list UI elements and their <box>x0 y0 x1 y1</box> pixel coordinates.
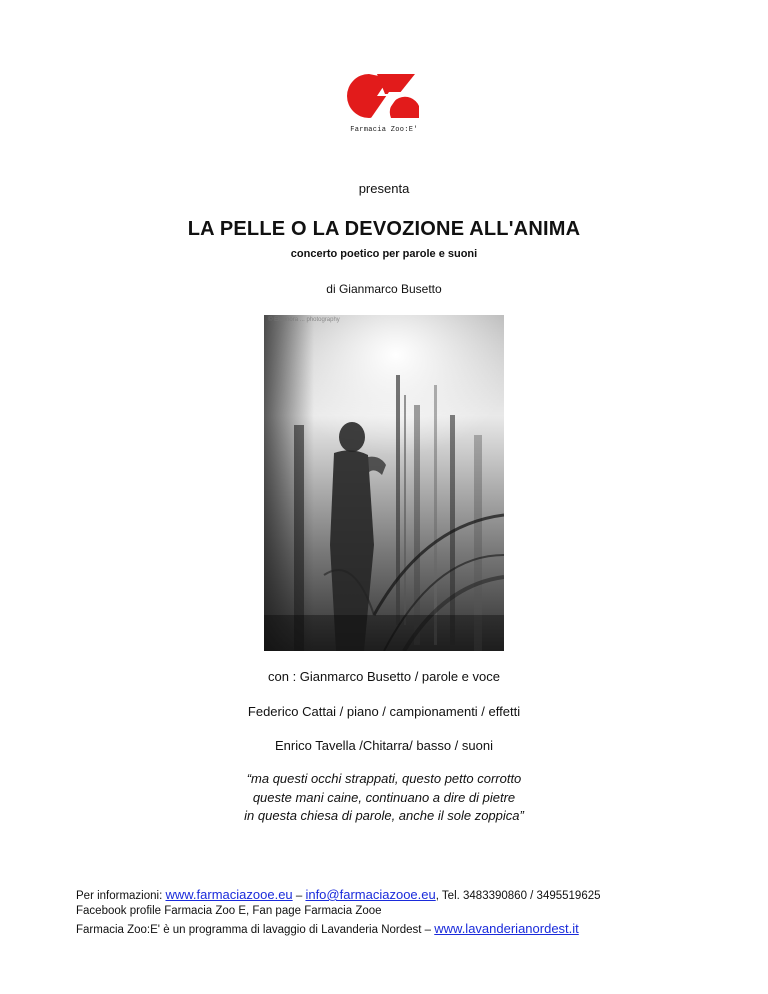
footer-contact-line <box>76 887 601 902</box>
lavanderia-link[interactable]: www.lavanderianordest.it <box>434 921 579 936</box>
phone-text: , Tel. 3483390860 / 3495519625 <box>435 890 601 902</box>
quote-line: queste mani caine, continuano a dire di pietre <box>252 790 516 805</box>
intro-text: presenta <box>358 181 410 196</box>
author-line: di Gianmarco Busetto <box>326 282 442 296</box>
website-link[interactable]: www.farmaciazooe.eu <box>165 887 293 902</box>
program-text: Farmacia Zoo:E' è un programma di lavaggio di Lavanderia Nordest – <box>76 924 435 936</box>
credit-line: Federico Cattai / piano / campionamenti / effetti <box>247 704 521 719</box>
footer-program-line <box>76 921 579 936</box>
page-title: LA PELLE O LA DEVOZIONE ALL'ANIMA <box>187 218 581 240</box>
subtitle: concerto poetico per parole e suoni <box>290 248 478 260</box>
quote-line: “ma questi occhi strappati, questo petto corrotto <box>246 771 522 786</box>
concert-photo <box>264 315 504 651</box>
farmacia-zooe-logo <box>347 72 421 120</box>
footer-facebook-line: Facebook profile Farmacia Zoo E, Fan page Farmacia Zooe <box>76 905 382 917</box>
info-label: Per informazioni: <box>76 890 166 902</box>
dash: – <box>292 890 306 902</box>
credit-line: Enrico Tavella /Chitarra/ basso / suoni <box>275 738 493 753</box>
quote-line: in questa chiesa di parole, anche il sole zoppica” <box>244 808 524 823</box>
photo-credit: © Eleonora ... photography <box>268 317 340 323</box>
email-link[interactable]: info@farmaciazooe.eu <box>305 887 436 902</box>
logo-caption: Farmacia Zoo:E' <box>350 126 418 134</box>
credit-line: con : Gianmarco Busetto / parole e voce <box>268 669 500 684</box>
